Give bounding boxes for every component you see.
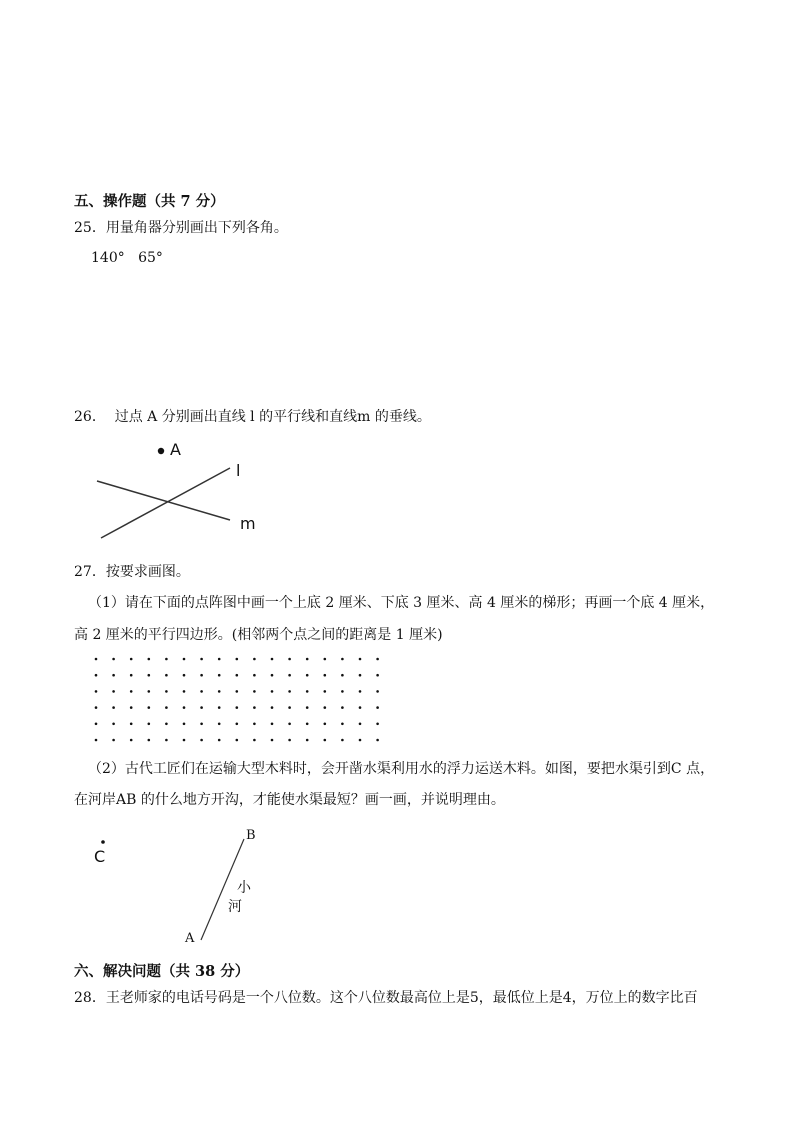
grid-dot (376, 706, 379, 709)
grid-dot (165, 739, 168, 742)
grid-dot (324, 723, 327, 726)
grid-dot (95, 706, 98, 709)
grid-dot (306, 739, 309, 742)
grid-dot (271, 723, 274, 726)
grid-dot (95, 674, 98, 677)
grid-dot (376, 674, 379, 677)
grid-dot (253, 739, 256, 742)
point-c-dot (101, 840, 105, 844)
grid-dot (288, 723, 291, 726)
grid-dot (288, 739, 291, 742)
grid-dot (200, 739, 203, 742)
grid-dot (271, 690, 274, 693)
question-27-part1-line2: 高 2 厘米的平行四边形。(相邻两个点之间的距离是 1 厘米) (74, 627, 443, 643)
grid-dot (324, 706, 327, 709)
grid-dot (112, 690, 115, 693)
grid-dot (288, 674, 291, 677)
river-label-char-1: 小 (237, 880, 251, 896)
grid-dot (324, 658, 327, 661)
grid-dot (183, 690, 186, 693)
grid-dot (218, 706, 221, 709)
grid-dot (148, 723, 151, 726)
grid-dot (95, 658, 98, 661)
grid-dot (359, 706, 362, 709)
grid-dot (130, 723, 133, 726)
line-l-label: l (236, 461, 241, 480)
grid-dot (200, 674, 203, 677)
grid-dot (236, 706, 239, 709)
grid-dot (306, 706, 309, 709)
grid-dot (306, 674, 309, 677)
grid-dot (324, 674, 327, 677)
grid-dot (359, 674, 362, 677)
grid-dot (183, 706, 186, 709)
grid-dot (306, 723, 309, 726)
grid-dot (183, 723, 186, 726)
grid-dot (236, 739, 239, 742)
grid-dot (112, 674, 115, 677)
question-26-text: 26． 过点 A 分别画出直线 l 的平行线和直线m 的垂线。 (74, 409, 431, 425)
grid-dot (165, 723, 168, 726)
grid-dot (183, 658, 186, 661)
grid-dot (218, 739, 221, 742)
grid-dot (253, 723, 256, 726)
grid-dot (359, 690, 362, 693)
grid-dot (271, 706, 274, 709)
grid-dot (130, 690, 133, 693)
grid-dot (112, 706, 115, 709)
grid-dot (236, 723, 239, 726)
grid-dot (165, 658, 168, 661)
grid-dot (95, 739, 98, 742)
grid-dot (148, 690, 151, 693)
grid-dot (148, 706, 151, 709)
grid-dot (306, 658, 309, 661)
grid-dot (341, 690, 344, 693)
dot-grid (80, 650, 380, 750)
grid-dot (341, 674, 344, 677)
grid-dot (288, 690, 291, 693)
grid-dot (95, 690, 98, 693)
grid-dot (130, 674, 133, 677)
grid-dot (253, 674, 256, 677)
section-5-heading: 五、操作题（共 7 分） (74, 193, 225, 210)
grid-dot (376, 658, 379, 661)
grid-dot (148, 674, 151, 677)
grid-dot (359, 723, 362, 726)
grid-dot (253, 690, 256, 693)
point-a-dot (158, 448, 164, 454)
point-b-label: B (246, 828, 256, 843)
grid-dot (95, 723, 98, 726)
grid-dot (341, 739, 344, 742)
grid-dot (288, 706, 291, 709)
grid-dot (165, 690, 168, 693)
question-28-text: 28．王老师家的电话号码是一个八位数。这个八位数最高位上是5，最低位上是4，万位上的数字比百 (74, 990, 698, 1006)
grid-dot (200, 658, 203, 661)
grid-dot (253, 658, 256, 661)
point-c-label: C (94, 847, 106, 866)
section-6-heading: 六、解决问题（共 38 分） (74, 963, 250, 980)
grid-dot (376, 723, 379, 726)
grid-dot (288, 658, 291, 661)
grid-dot (165, 674, 168, 677)
grid-dot (218, 658, 221, 661)
grid-dot (236, 690, 239, 693)
grid-dot (359, 739, 362, 742)
grid-dot (218, 690, 221, 693)
grid-dot (200, 690, 203, 693)
grid-dot (183, 739, 186, 742)
grid-dot (271, 658, 274, 661)
river-figure (90, 825, 350, 945)
line-l (101, 468, 230, 538)
question-27-part1-line1: （1）请在下面的点阵图中画一个上底 2 厘米、下底 3 厘米、高 4 厘米的梯形；再画一个底 4 厘米， (88, 595, 715, 611)
grid-dot (130, 706, 133, 709)
grid-dot (112, 723, 115, 726)
grid-dot (376, 739, 379, 742)
grid-dot (165, 706, 168, 709)
river-label-char-2: 河 (228, 899, 242, 915)
grid-dot (112, 739, 115, 742)
grid-dot (324, 739, 327, 742)
grid-dot (253, 706, 256, 709)
grid-dot (376, 690, 379, 693)
question-27-part2-line2: 在河岸AB 的什么地方开沟，才能使水渠最短？画一画，并说明理由。 (74, 792, 505, 808)
grid-dot (236, 674, 239, 677)
line-m (97, 481, 230, 520)
question-27-text: 27．按要求画图。 (74, 564, 190, 580)
grid-dot (130, 658, 133, 661)
question-27-part2-line1: （2）古代工匠们在运输大型木料时，会开凿水渠利用水的浮力运送木料。如图，要把水渠引到C 点， (88, 761, 715, 777)
grid-dot (324, 690, 327, 693)
grid-dot (271, 674, 274, 677)
grid-dot (218, 674, 221, 677)
question-25-text: 25．用量角器分别画出下列各角。 (74, 220, 288, 236)
grid-dot (306, 690, 309, 693)
grid-dot (218, 723, 221, 726)
grid-dot (236, 658, 239, 661)
line-m-label: m (240, 514, 256, 533)
grid-dot (200, 706, 203, 709)
grid-dot (341, 723, 344, 726)
grid-dot (148, 658, 151, 661)
grid-dot (200, 723, 203, 726)
grid-dot (112, 658, 115, 661)
grid-dot (130, 739, 133, 742)
grid-dot (148, 739, 151, 742)
grid-dot (341, 706, 344, 709)
point-a-river-label: A (185, 931, 195, 946)
point-a-label: A (170, 440, 181, 459)
grid-dot (183, 674, 186, 677)
lines-figure (90, 440, 290, 540)
grid-dot (359, 658, 362, 661)
grid-dot (341, 658, 344, 661)
question-25-angles: 140° 65° (91, 250, 163, 266)
grid-dot (271, 739, 274, 742)
